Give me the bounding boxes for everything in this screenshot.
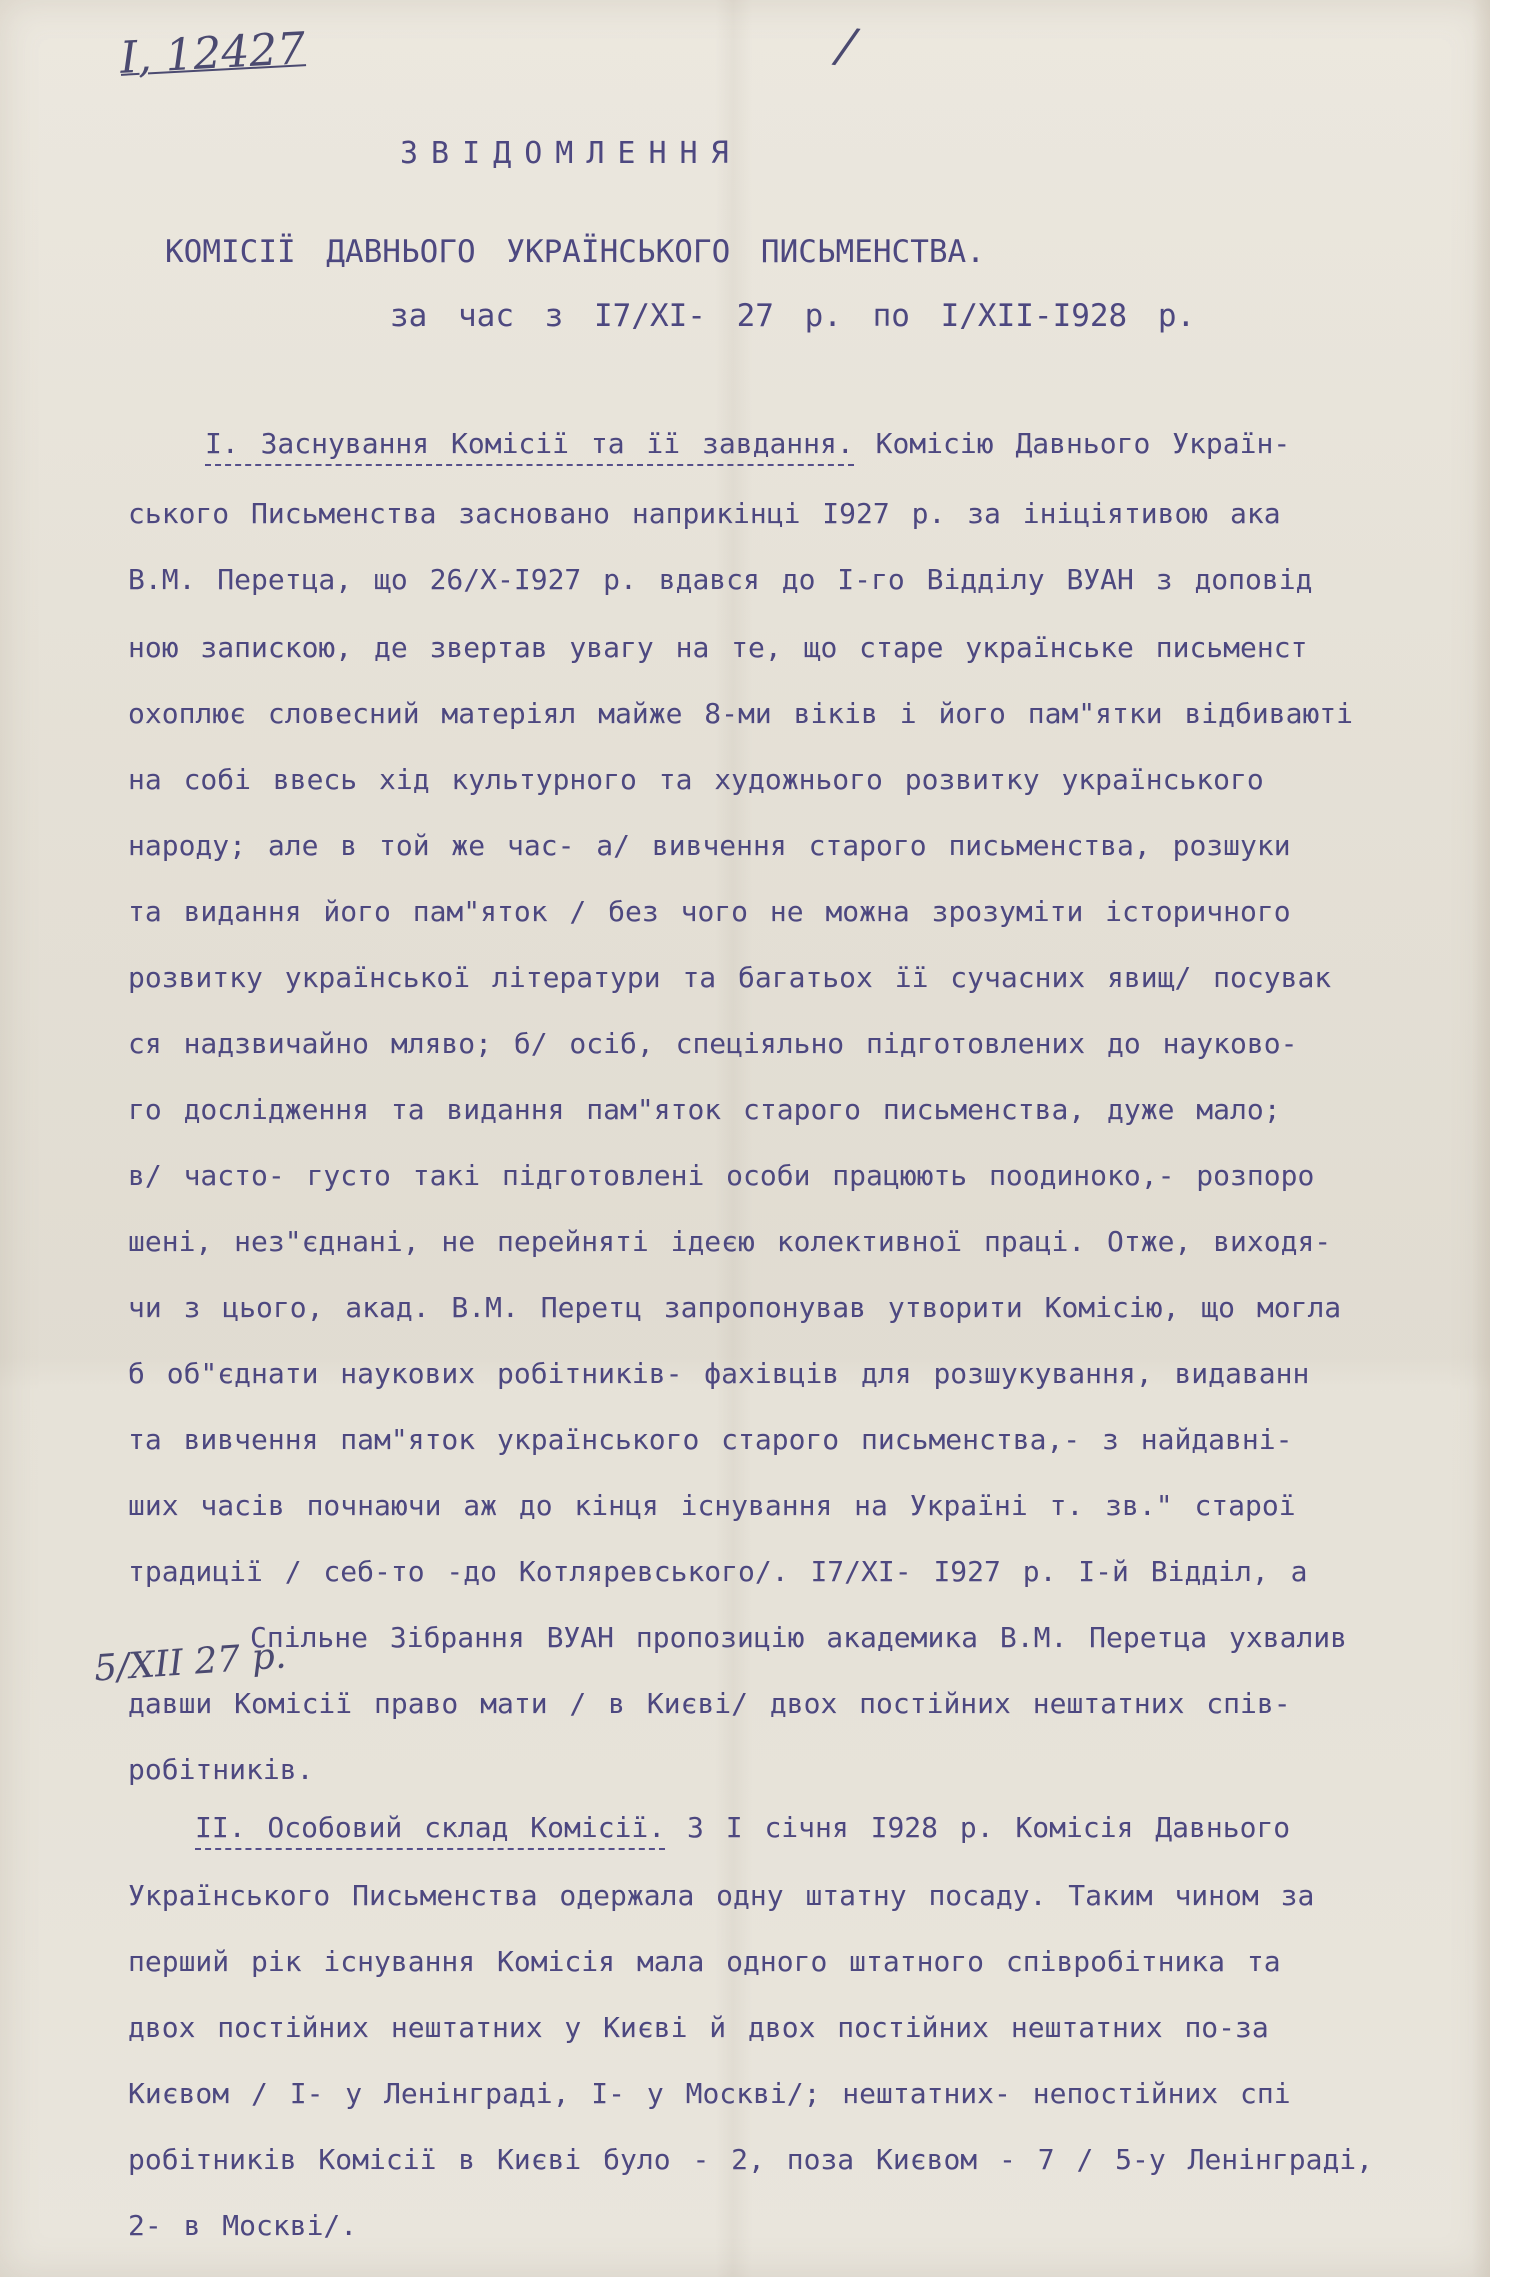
section-1-heading: I. Заснування Комісії та її завдання. — [205, 428, 854, 466]
paragraph-line: ших часів почнаючи аж до кінця існування на Україні т. зв." старої — [128, 1489, 1296, 1522]
paragraph-line: го дослідження та видання пам"яток старого письменства, дуже мало; — [128, 1093, 1281, 1126]
document-title: ЗВІДОМЛЕННЯ — [400, 136, 742, 171]
paragraph-line: робітників Комісії в Києві було - 2, поза Києвом - 7 / 5-у Ленінграді, — [128, 2143, 1374, 2176]
section-1-heading-rest: Комісію Давнього Україн- — [853, 427, 1291, 460]
paragraph-line: та видання його пам"яток / без чого не можна зрозуміти історичного — [128, 895, 1291, 928]
paragraph-line: Українського Письменства одержала одну штатну посаду. Таким чином за — [128, 1879, 1315, 1912]
document-period: за час з I7/XI- 27 р. по I/XII-I928 р. — [390, 298, 1196, 334]
section-2-heading: II. Особовий склад Комісії. — [195, 1812, 665, 1850]
paragraph-line: чи з цього, акад. В.М. Перетц запропонував утворити Комісію, що могла — [128, 1291, 1342, 1324]
section-1-heading-line — [205, 428, 1290, 466]
archive-number: I, 12427 — [118, 23, 307, 84]
handwritten-margin-note: 5/XII 27 р. — [92, 1635, 288, 1690]
document-subtitle: КОМІСІЇ ДАВНЬОГО УКРАЇНСЬКОГО ПИСЬМЕНСТВА. — [165, 234, 985, 270]
paragraph-line: робітників. — [128, 1753, 314, 1786]
paragraph-line: розвитку української літератури та багатьох її сучасних явищ/ посувак — [128, 961, 1332, 994]
page-mark: / — [834, 17, 858, 75]
paragraph-line: Спільне Зібрання ВУАН пропозицію академика В.М. Перетца ухвалив — [250, 1621, 1348, 1654]
paragraph-line: ся надзвичайно мляво; б/ осіб, спеціяльно підготовлених до науково- — [128, 1027, 1298, 1060]
section-2-heading-line — [195, 1812, 1290, 1850]
paragraph-line: Києвом / I- у Ленінграді, I- у Москві/; нештатних- непостійних спі — [128, 2077, 1291, 2110]
paragraph-line: ського Письменства засновано наприкінці I927 р. за ініціятивою ака — [128, 497, 1281, 530]
paragraph-line: давши Комісії право мати / в Києві/ двох постійних нештатних спів- — [128, 1687, 1291, 1720]
paragraph-line: ною запискою, де звертав увагу на те, що старе українське письменст — [128, 631, 1308, 664]
paragraph-line: шені, нез"єднані, не перейняті ідеєю колективної праці. Отже, виходя- — [128, 1225, 1332, 1258]
paragraph-line: традиції / себ-то -до Котляревського/. I7/XI- I927 р. I-й Відділ, а — [128, 1555, 1308, 1588]
paragraph-line: В.М. Перетца, що 26/X-I927 р. вдався до I-го Відділу ВУАН з доповід — [128, 563, 1313, 596]
section-2-heading-rest: З I січня I928 р. Комісія Давнього — [665, 1811, 1291, 1844]
paragraph-line: та вивчення пам"яток українського старого письменства,- з найдавні- — [128, 1423, 1293, 1456]
paragraph-line: перший рік існування Комісія мала одного штатного співробітника та — [128, 1945, 1281, 1978]
paragraph-line: 2- в Москві/. — [128, 2209, 358, 2242]
paragraph-line: охоплює словесний матеріял майже 8-ми віків і його пам"ятки відбиваюті — [128, 697, 1354, 730]
paragraph-line: б об"єднати наукових робітників- фахівців для розшукування, видаванн — [128, 1357, 1310, 1390]
paragraph-line: в/ часто- густо такі підготовлені особи працюють поодиноко,- розпоро — [128, 1159, 1315, 1192]
paragraph-line: двох постійних нештатних у Києві й двох постійних нештатних по-за — [128, 2011, 1269, 2044]
paragraph-line: народу; але в той же час- а/ вивчення старого письменства, розшуки — [128, 829, 1291, 862]
paragraph-line: на собі ввесь хід культурного та художнього розвитку українського — [128, 763, 1264, 796]
